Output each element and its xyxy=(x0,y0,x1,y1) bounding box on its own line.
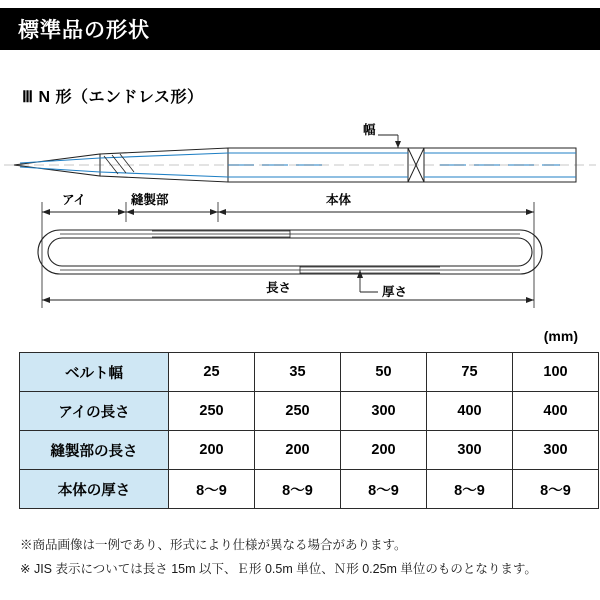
cell-eye-length-3: 300 xyxy=(341,392,427,431)
cell-body-thickness-4: 8〜9 xyxy=(427,470,513,509)
footnote-1: ※商品画像は一例であり、形式により仕様が異なる場合があります。 xyxy=(20,538,407,552)
row-header-eye-length: アイの長さ xyxy=(20,392,169,431)
row-header-sewn-length: 縫製部の長さ xyxy=(20,431,169,470)
cell-body-thickness-1: 8〜9 xyxy=(169,470,255,509)
table-row xyxy=(20,353,599,392)
figure-label-sewn: 縫製部 xyxy=(131,193,169,207)
sling-diagram-svg xyxy=(0,110,600,320)
cell-sewn-length-1: 200 xyxy=(169,431,255,470)
cell-eye-length-4: 400 xyxy=(427,392,513,431)
header-bar xyxy=(0,8,600,50)
cell-eye-length-1: 250 xyxy=(169,392,255,431)
section-title: Ⅲ N 形（エンドレス形） xyxy=(22,89,204,106)
cell-body-thickness-3: 8〜9 xyxy=(341,470,427,509)
table-row xyxy=(20,470,599,509)
figure-diagram xyxy=(0,110,600,320)
row-header-belt-width: ベルト幅 xyxy=(20,353,169,392)
cell-belt-width-75: 75 xyxy=(427,353,513,392)
footnotes xyxy=(20,534,586,582)
cell-sewn-length-2: 200 xyxy=(255,431,341,470)
top-view-group xyxy=(4,135,596,182)
cell-belt-width-50: 50 xyxy=(341,353,427,392)
cell-belt-width-25: 25 xyxy=(169,353,255,392)
page-title: 標準品の形状 xyxy=(18,19,150,42)
table-row xyxy=(20,392,599,431)
table-row xyxy=(20,431,599,470)
dimension-row-top xyxy=(42,202,534,222)
cell-sewn-length-5: 300 xyxy=(513,431,599,470)
cell-belt-width-100: 100 xyxy=(513,353,599,392)
cell-sewn-length-4: 300 xyxy=(427,431,513,470)
cell-body-thickness-5: 8〜9 xyxy=(513,470,599,509)
cell-body-thickness-2: 8〜9 xyxy=(255,470,341,509)
footnote-2: ※ JIS 表示については長さ 15m 以下、Ｅ形 0.5m 単位、Ｎ形 0.25m 単位のものとなります。 xyxy=(20,561,537,576)
figure-label-body: 本体 xyxy=(326,193,352,207)
unit-label: (mm) xyxy=(543,328,578,344)
spec-table xyxy=(19,352,599,509)
figure-label-eye: アイ xyxy=(62,193,86,207)
figure-label-length: 長さ xyxy=(266,281,292,295)
figure-label-thickness: 厚さ xyxy=(382,285,408,299)
cell-belt-width-35: 35 xyxy=(255,353,341,392)
cell-eye-length-2: 250 xyxy=(255,392,341,431)
figure-label-width: 幅 xyxy=(363,123,376,137)
cell-sewn-length-3: 200 xyxy=(341,431,427,470)
row-header-body-thickness: 本体の厚さ xyxy=(20,470,169,509)
cell-eye-length-5: 400 xyxy=(513,392,599,431)
